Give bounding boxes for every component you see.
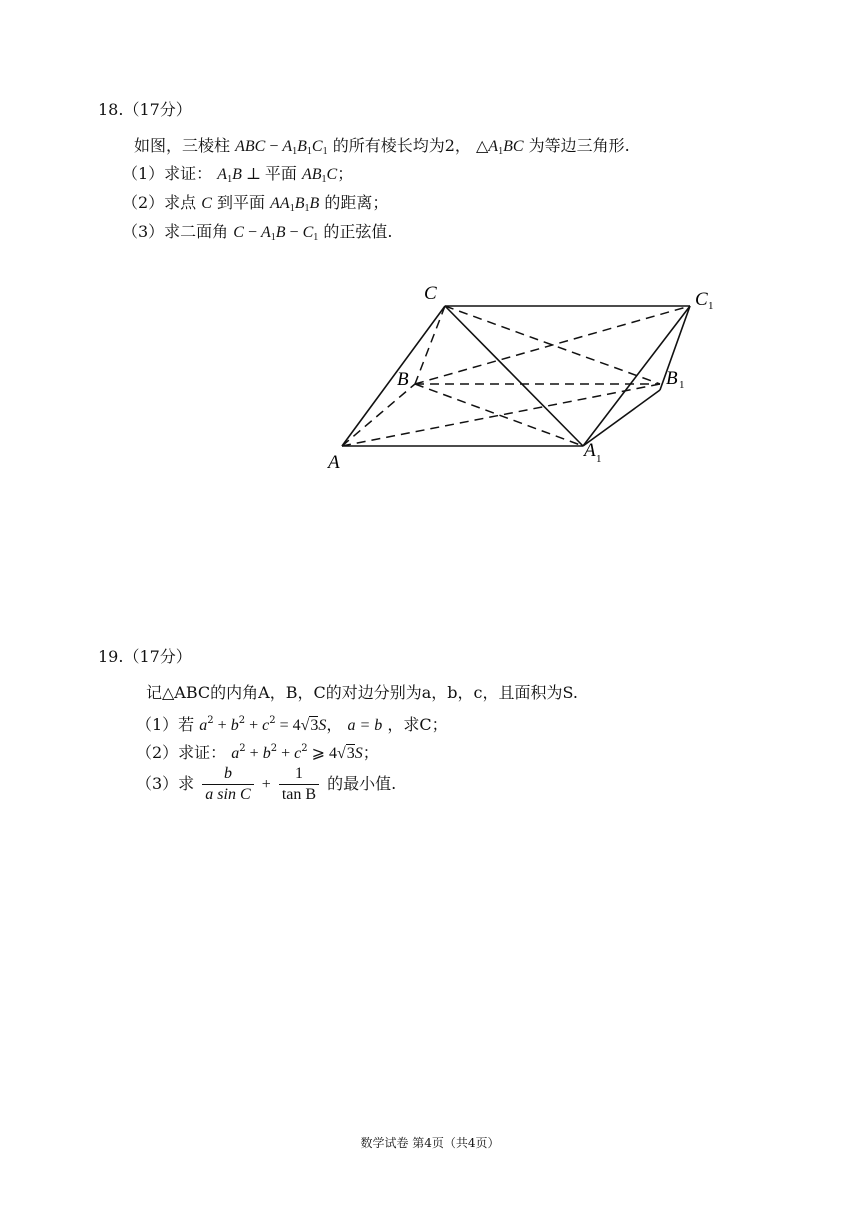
edge-b-a1	[415, 384, 583, 446]
label-b1-sub: 1	[679, 379, 685, 391]
label-a1-sub: 1	[596, 453, 602, 465]
q19-intro: 记△ABC的内角A，B，C的对边分别为a，b，c，且面积为S.	[146, 683, 578, 702]
label-c1-sub: 1	[708, 300, 714, 312]
q18-part2: （2）求点 C 到平面 $AA_1B_1B$ 的距离；	[122, 193, 389, 214]
label-a1: A	[584, 440, 596, 461]
label-b: B	[397, 369, 409, 390]
q18-part1: （1）求证： $A_1B$ ⊥ 平面 $AB_1C$；	[122, 164, 354, 185]
q18-intro: 如图，三棱柱 ABC − $A_1B_1C_1$ 的所有棱长均为2， $\triangle A_1BC$ 为等边三角形.	[134, 136, 630, 157]
page-footer: 数学试卷 第4页（共4页）	[360, 1136, 500, 1150]
edge-c-b	[415, 306, 445, 384]
fraction-1-over-tanb: $\frac{1}{\text{tan B}}$	[279, 764, 319, 805]
label-b1: B	[666, 368, 678, 389]
q19-part2: （2）求证： $a^2 + b^2 + c^2$ ⩾ 4√3S；	[136, 743, 379, 762]
q19-part3: （3）求 $\frac{b}{\text{a sin C}}$ + $\frac{1}{\text{tan B}}$ 的最小值.	[136, 765, 397, 803]
q19-part1: （1）若 $a^2 + b^2 + c^2 = 4√3S$， a = b ，求C；	[136, 715, 448, 734]
edge-c-a	[342, 306, 445, 446]
edge-c-a1	[445, 306, 583, 446]
label-c1: C	[695, 289, 708, 310]
q18-header: 18.（17分）	[98, 100, 192, 119]
edge-b1-a1	[583, 390, 660, 446]
label-c: C	[424, 283, 437, 304]
edge-a-b	[342, 384, 415, 446]
q18-part3: （3）求二面角 $C - A_1B - C_1$ 的正弦值.	[122, 222, 393, 243]
fraction-b-over-asinc: $\frac{b}{\text{a sin C}}$	[202, 764, 253, 805]
label-a: A	[328, 452, 340, 473]
q19-header: 19.（17分）	[98, 647, 192, 666]
prism-figure	[320, 278, 730, 478]
